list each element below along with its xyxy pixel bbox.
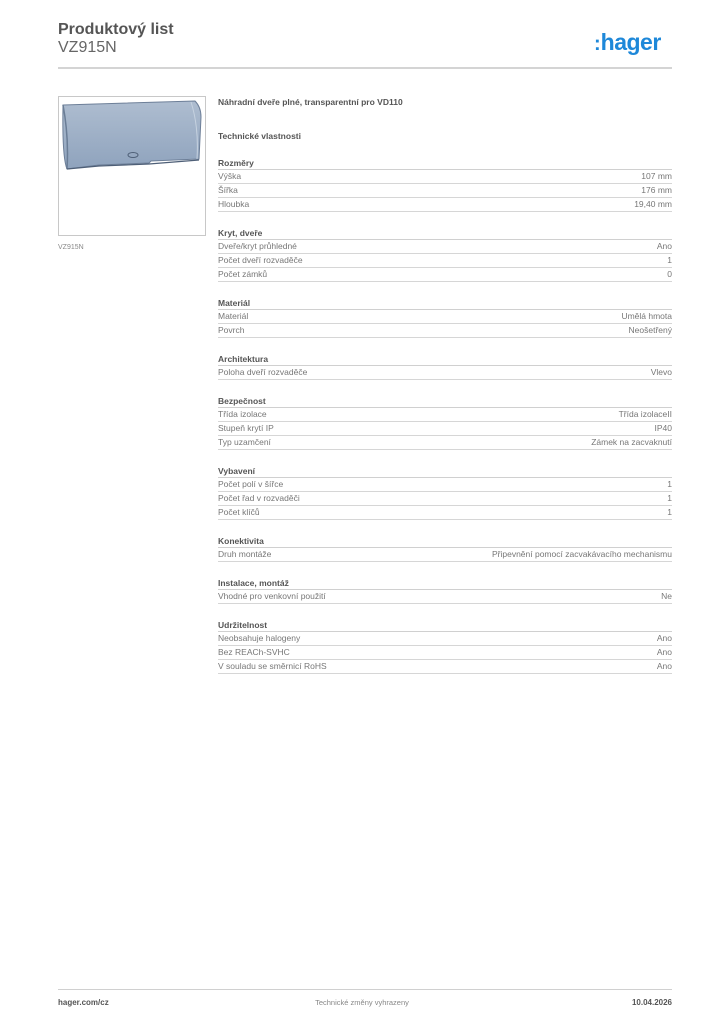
- spec-value: Vlevo: [650, 367, 672, 377]
- spec-value: Ne: [661, 591, 672, 601]
- section-title: Vybavení: [218, 465, 672, 478]
- spec-row: [218, 646, 672, 660]
- spec-label: Materiál: [218, 311, 249, 321]
- spec-value: 1: [667, 255, 672, 265]
- section-title: Rozměry: [218, 157, 672, 170]
- spec-label: Počet zámků: [218, 269, 268, 279]
- section-title: Materiál: [218, 297, 672, 310]
- section-title: Kryt, dveře: [218, 227, 672, 240]
- spec-label: Počet polí v šířce: [218, 479, 284, 489]
- spec-value: 19,40 mm: [634, 199, 672, 209]
- spec-value: Neošetřený: [628, 325, 672, 335]
- spec-value: 176 mm: [641, 185, 672, 195]
- spec-label: Výška: [218, 171, 242, 181]
- hager-logo: [594, 29, 661, 56]
- logo-text: hager: [600, 29, 661, 55]
- spec-row: [218, 660, 672, 674]
- spec-value: 1: [667, 479, 672, 489]
- spec-row: [218, 632, 672, 646]
- product-description: Náhradní dveře plné, transparentní pro VD110: [218, 97, 403, 107]
- spec-value: IP40: [654, 423, 672, 433]
- spec-row: [218, 170, 672, 184]
- spec-row: [218, 590, 672, 604]
- spec-value: 107 mm: [641, 171, 672, 181]
- spec-row: [218, 240, 672, 254]
- spec-label: Třída izolace: [218, 409, 267, 419]
- spec-row: [218, 184, 672, 198]
- spec-section: [218, 619, 672, 674]
- section-title: Konektivita: [218, 535, 672, 548]
- spec-label: Počet klíčů: [218, 507, 260, 517]
- spec-row: [218, 268, 672, 282]
- spec-row: [218, 254, 672, 268]
- header-divider: [58, 67, 672, 69]
- footer-date: 10.04.2026: [631, 998, 672, 1007]
- spec-row: [218, 492, 672, 506]
- spec-value: Umělá hmota: [621, 311, 672, 321]
- spec-sections: [218, 157, 672, 674]
- section-title: Instalace, montáž: [218, 577, 672, 590]
- spec-section: [218, 297, 672, 338]
- footer-website: hager.com/cz: [58, 998, 109, 1007]
- spec-value: Ano: [656, 241, 672, 251]
- spec-row: [218, 548, 672, 562]
- spec-section: [218, 395, 672, 450]
- section-title: Bezpečnost: [218, 395, 672, 408]
- document-header: [58, 20, 174, 57]
- spec-label: Poloha dveří rozvaděče: [218, 367, 308, 377]
- spec-label: Stupeň krytí IP: [218, 423, 274, 433]
- spec-section: [218, 353, 672, 380]
- spec-value: 0: [667, 269, 672, 279]
- section-title: Udržitelnost: [218, 619, 672, 632]
- spec-value: Ano: [656, 633, 672, 643]
- spec-section: [218, 157, 672, 212]
- spec-row: [218, 478, 672, 492]
- spec-value: 1: [667, 507, 672, 517]
- spec-label: Neobsahuje halogeny: [218, 633, 301, 643]
- spec-value: 1: [667, 493, 672, 503]
- spec-value: Ano: [656, 661, 672, 671]
- logo-colon: :: [594, 33, 601, 55]
- spec-label: Hloubka: [218, 199, 250, 209]
- spec-row: [218, 436, 672, 450]
- spec-section: [218, 535, 672, 562]
- spec-label: Bez REACh-SVHC: [218, 647, 290, 657]
- section-title: Architektura: [218, 353, 672, 366]
- image-caption: VZ915N: [58, 244, 84, 251]
- spec-label: Druh montáže: [218, 549, 272, 559]
- footer-divider: [58, 989, 672, 990]
- spec-value: Ano: [656, 647, 672, 657]
- tech-properties-heading: Technické vlastnosti: [218, 131, 301, 141]
- spec-label: Počet řad v rozvaděči: [218, 493, 300, 503]
- product-code: VZ915N: [58, 39, 117, 56]
- product-image: [58, 96, 206, 236]
- spec-row: [218, 506, 672, 520]
- spec-label: V souladu se směrnicí RoHS: [218, 661, 327, 671]
- footer-notice: Technické změny vyhrazeny: [315, 998, 409, 1007]
- spec-label: Povrch: [218, 325, 245, 335]
- spec-row: [218, 422, 672, 436]
- spec-section: [218, 227, 672, 282]
- spec-label: Šířka: [218, 185, 238, 195]
- spec-section: [218, 577, 672, 604]
- spec-label: Dveře/kryt průhledné: [218, 241, 297, 251]
- spec-row: [218, 198, 672, 212]
- spec-value: Připevnění pomocí zacvakávacího mechanismu: [491, 549, 672, 559]
- spec-label: Počet dveří rozvaděče: [218, 255, 303, 265]
- spec-label: Typ uzamčení: [218, 437, 271, 447]
- spec-value: Třída izolaceII: [618, 409, 672, 419]
- spec-row: [218, 408, 672, 422]
- spec-section: [218, 465, 672, 520]
- door-cover-illustration: [59, 97, 205, 235]
- spec-row: [218, 324, 672, 338]
- spec-label: Vhodné pro venkovní použití: [218, 591, 326, 601]
- document-title: Produktový list: [58, 21, 174, 38]
- spec-content: [218, 96, 672, 674]
- spec-value: Zámek na zacvaknutí: [591, 437, 672, 447]
- spec-row: [218, 310, 672, 324]
- spec-row: [218, 366, 672, 380]
